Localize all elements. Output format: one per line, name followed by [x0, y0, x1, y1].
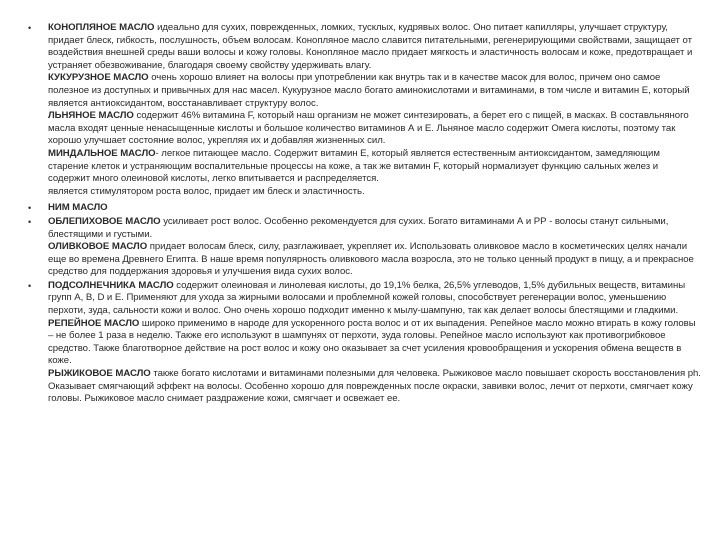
paragraph-growth-stimulator — [48, 186, 702, 199]
paragraph-title: ОБЛЕПИХОВОЕ МАСЛО — [48, 215, 161, 227]
paragraph-text: придает волосам блеск, силу, разглаживает, укрепляет их. Использовать оливковое масло в косметических целях начали еще во времена Древнего Египта. В наше время популярность оливкового масла возросла, это не только ценный продукт в пищу, а и прекрасное средство для поддержания здоровья и улучшения вида сухих волос. — [48, 241, 694, 278]
paragraph-text: очень хорошо влияет на волосы при употреблении как внутрь так и в качестве масок для волос, причем оно самое полезное из доступных и привычных для нас масел. Кукурузное масло богато аминокислотами и витаминами, в том числе и витамин Е, который является антиоксидантом, восстанавливает структуру волос. — [48, 72, 690, 109]
list-item-sunflower-burdock-camelina — [28, 280, 702, 406]
list-item-seabuckthorn-olive — [28, 216, 702, 279]
paragraph-camelina-oil — [48, 368, 702, 406]
paragraph-text: также богато кислотами и витаминами полезными для человека. Рыжиковое масло повышает скорость восстановления ph. Оказывает смягчающий эффект на волосы. Особенно хорошо для поврежденных после окраски, завивки волос, лечит от перхоти, смягчает кожу головы. Рыжиковое масло снимает раздражение кожи, смягчает и освежает ее. — [48, 368, 701, 405]
bullet: • — [28, 280, 32, 291]
paragraph-corn-oil — [48, 72, 702, 110]
paragraph-almond-oil — [48, 148, 702, 186]
bullet: • — [28, 23, 32, 33]
paragraph-text: усиливает рост волос. Особенно рекомендуется для сухих. Богато витаминами А и РР - волосы станут сильными, блестящими и густыми. — [48, 215, 669, 240]
paragraph-text: содержит 46% витамина F, который наш организм не может синтезировать, а берет его с пищей, в масках. В составльняного масла входят ценные ненасыщенные кислоты и большое количество витаминов А и Е. Льняное масло содержит Омега кислоты, поэтому так хорошо улучшает состояние волос, укрепляя их и добавляя жизненных сил. — [48, 110, 689, 147]
paragraph-title: МИНДАЛЬНОЕ МАСЛО — [48, 147, 156, 159]
paragraph-sunflower-oil — [48, 280, 702, 318]
paragraph-title: РЕПЕЙНОЕ МАСЛО — [48, 317, 140, 329]
paragraph-text: содержит олеиновая и линолевая кислоты, до 19,1% белка, 26,5% углеводов, 1,5% дубильных веществ, витамины групп А, В, D и Е. Применяют для ухода за жирными волосами и проблемной кожей головы, способствует регенерации волос, уменьшению перхоти, зуда, сальности кожи и волос. Оно очень хорошо подходит именно к мылу-шампуню, так как делает волосы блестящими и гладкими. — [48, 279, 686, 317]
paragraph-seabuckthorn-oil — [48, 216, 702, 241]
paragraph-text: идеально для сухих, поврежденных, ломких, тусклых, кудрявых волос. Оно питает капилляры, улучшает структуру, придает блеск, гибкость, послушность, объем волосам. Конопляное масло славится питательными, регенерирующими свойствами, защищает от воздействия внешней среды ваши волосы и кожу головы. Конопляное масло придает мягкость и эластичность волосам и коже, предотвращает и устраняет обезвоживание, благодаря своему свойству удерживать влагу. — [48, 22, 693, 71]
paragraph-title: НИМ МАСЛО — [48, 202, 108, 214]
paragraph-olive-oil — [48, 241, 702, 279]
paragraph-text: широко применимо в народе для ускоренного роста волос и от их выпадения. Репейное масло можно втирать в кожу головы – не более 1 раза в неделю. Также его используют в шампунях от перхоти, зуда головы. Репейное масло используют как противогрибковое средство. Также благотворное действие на рост волос и кожу оно оказывает за счет усиления кровообращения и ускорения обмена веществ в коже. — [48, 317, 696, 367]
paragraph-text: является стимулятором роста волос, придает им блеск и эластичность. — [48, 185, 365, 197]
list-item-hemp-corn-flax-almond — [28, 22, 702, 198]
paragraph-burdock-oil — [48, 318, 702, 368]
paragraph-title: РЫЖИКОВОЕ МАСЛО — [48, 368, 151, 380]
bullet: • — [28, 203, 32, 214]
list-item-neem — [28, 202, 702, 215]
paragraph-hemp-oil — [48, 22, 702, 72]
paragraph-title: ОЛИВКОВОЕ МАСЛО — [48, 241, 148, 253]
oils-list — [28, 22, 702, 406]
bullet: • — [28, 216, 32, 227]
paragraph-title: КУКУРУЗНОЕ МАСЛО — [48, 72, 149, 84]
paragraph-title: ЛЬНЯНОЕ МАСЛО — [48, 110, 134, 122]
paragraph-flax-oil — [48, 110, 702, 148]
paragraph-text: - легкое питающее масло. Содержит витамин Е, который является естественным антиоксидантом, замедляющим старение клеток и устраняющим воспалительные процессы на коже, а так же витамин F, который нормализует функцию сальных желез и содержит много олеиновой кислоты, легко впитывается и распределяется. — [48, 147, 660, 185]
paragraph-title: ПОДСОЛНЕЧНИКА МАСЛО — [48, 279, 174, 291]
paragraph-title: КОНОПЛЯНОЕ МАСЛО — [48, 22, 155, 33]
paragraph-neem-oil — [48, 202, 702, 215]
